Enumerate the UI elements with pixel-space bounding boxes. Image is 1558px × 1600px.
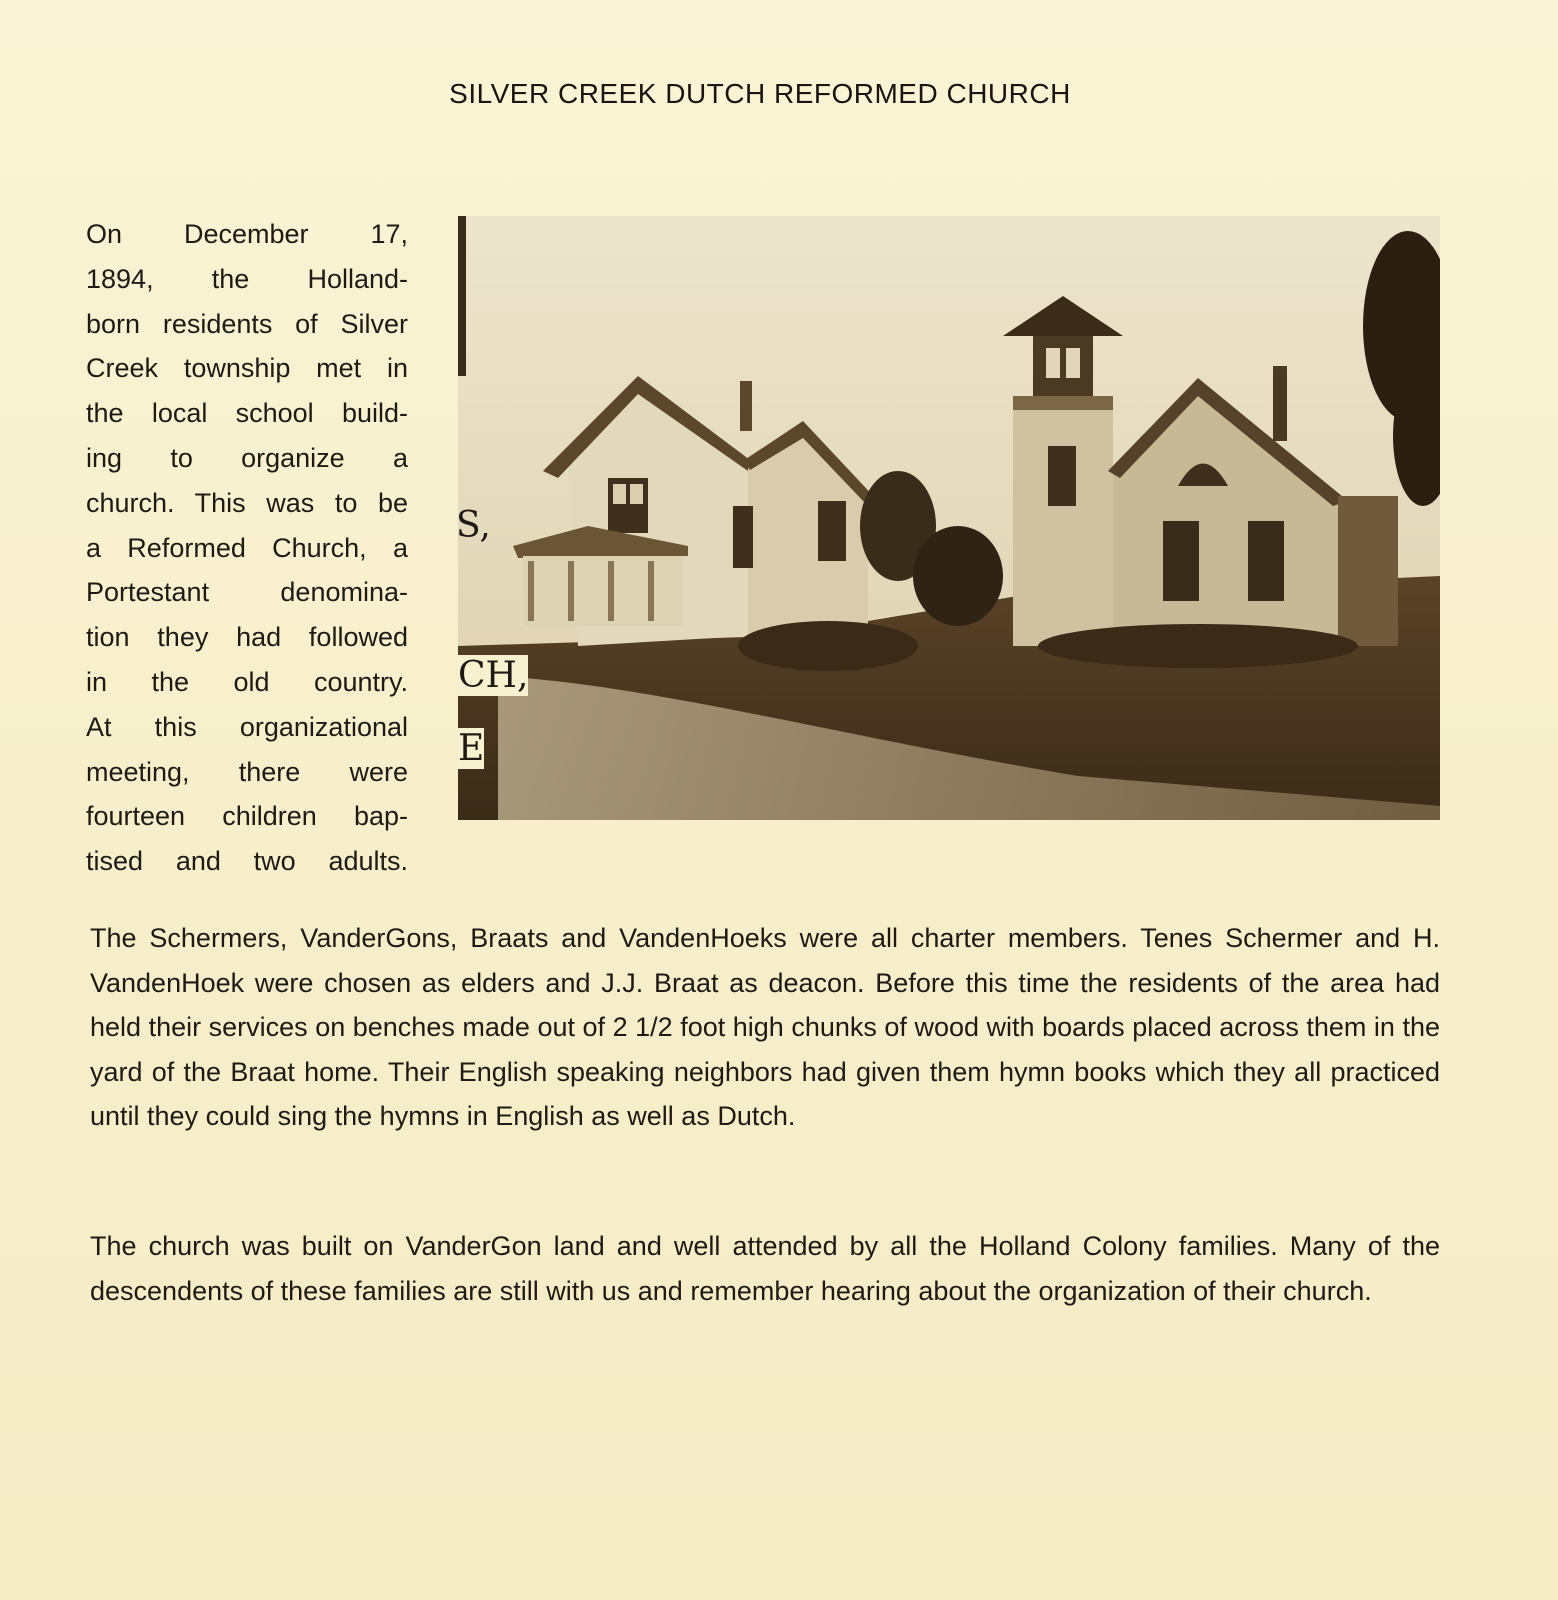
church-photo-illustration — [458, 216, 1440, 820]
page-title: SILVER CREEK DUTCH REFORMED CHURCH — [449, 78, 1071, 109]
intro-line: At this organizational — [86, 711, 408, 742]
intro-line: church. This was to be — [86, 487, 408, 518]
intro-line: the local school build- — [86, 398, 408, 429]
intro-line: tised and two adults. — [86, 846, 408, 877]
intro-line: meeting, there were — [86, 756, 408, 787]
body-paragraph-1: The Schermers, VanderGons, Braats and VandenHoeks were all charter members. Tenes Schermer and H. VandenHoek were chosen as elders and J.J. Braat as deacon. Before this time the residents of the area had held their services on benches made out of 2 1/2 foot high chunks of wood with boards placed across them in the yard of the Braat home. Their English speaking neighbors had given them hymn books which they all practiced until they could sing the hymns in English as well as Dutch. — [90, 923, 1440, 1131]
intro-line: Portestant denomina- — [86, 577, 408, 608]
intro-paragraph — [86, 212, 408, 884]
church-photo — [458, 216, 1440, 820]
intro-line: On December 17, — [86, 219, 408, 249]
intro-line: in the old country. — [86, 666, 408, 697]
margin-letter: CH, — [458, 655, 529, 696]
intro-line: Creek township met in — [86, 353, 408, 384]
intro-line: fourteen children bap- — [86, 801, 408, 832]
margin-letter: E — [458, 728, 485, 769]
intro-line: tion they had followed — [86, 622, 408, 653]
margin-letter: S, — [456, 505, 491, 546]
body-paragraph-2: The church was built on VanderGon land and well attended by all the Holland Colony families. Many of the descendents of these families are still with us and remember hearing about the organization of their church. — [90, 1231, 1440, 1306]
intro-line: 1894, the Holland- — [86, 263, 408, 294]
intro-line: born residents of Silver — [86, 308, 408, 339]
intro-line: ing to organize a — [86, 442, 408, 473]
intro-line: a Reformed Church, a — [86, 532, 408, 563]
